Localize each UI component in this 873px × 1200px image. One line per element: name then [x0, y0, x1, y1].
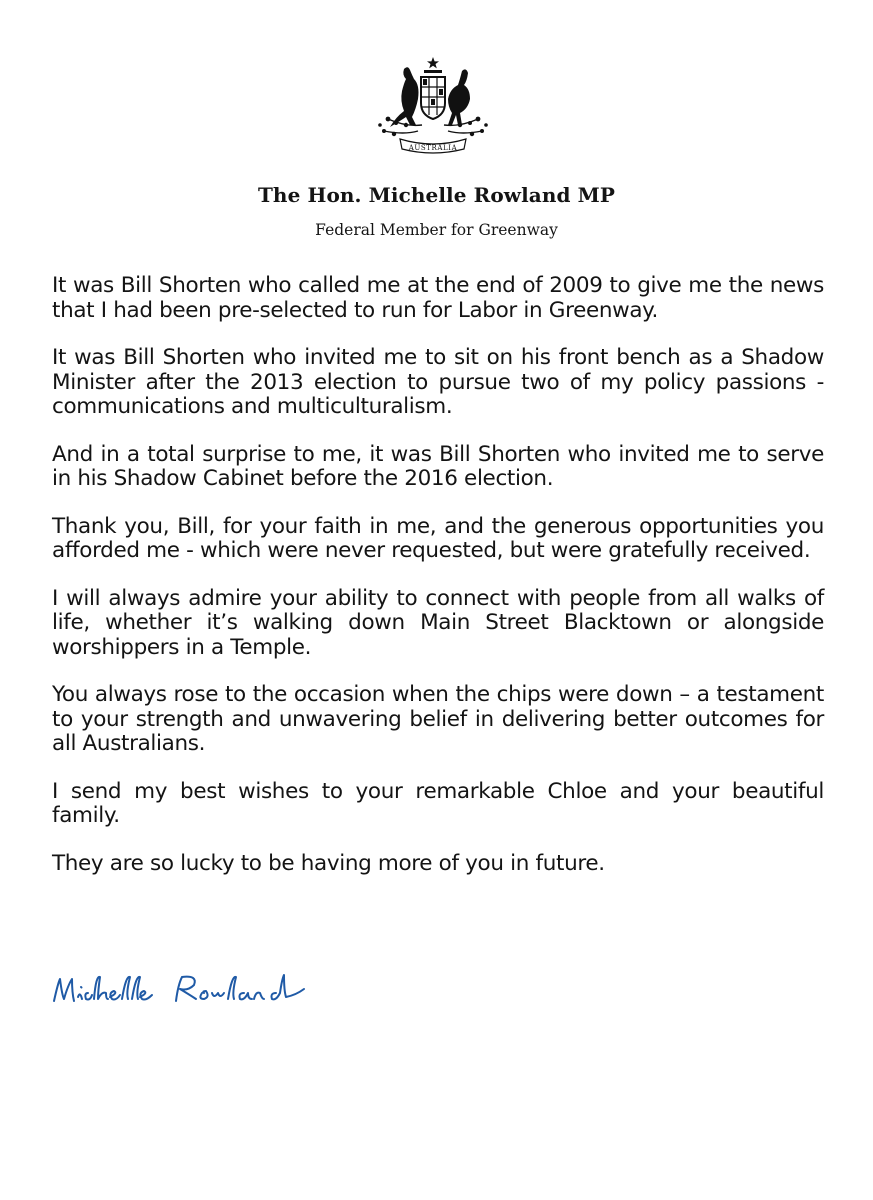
- crest-scroll-label: AUSTRALIA: [408, 144, 458, 152]
- star-icon: [427, 57, 439, 68]
- letter-paragraph: It was Bill Shorten who called me at the end of 2009 to give me the news that I had been pre-selected to run for Labor in Greenway.: [52, 273, 824, 323]
- letter-paragraph: They are so lucky to be having more of you in future.: [52, 850, 605, 876]
- letter-paragraph: You always rose to the occasion when the chips were down – a testament to your strength and unwavering belief in delivering better outcomes for all Australians.: [52, 682, 824, 756]
- letter-paragraph: It was Bill Shorten who invited me to sit on his front bench as a Shadow Minister after the 2013 election to pursue two of my policy passions - communications and multiculturalism.: [52, 345, 824, 419]
- letterhead-name: The Hon. Michelle Rowland MP: [257, 183, 616, 207]
- handwritten-signature: [48, 965, 338, 1015]
- letterhead-title: Federal Member for Greenway: [315, 221, 558, 239]
- letter-paragraph: And in a total surprise to me, it was Bill Shorten who invited me to serve in his Shadow Cabinet before the 2016 election.: [52, 441, 824, 491]
- letter-paragraph: I send my best wishes to your remarkable Chloe and your beautiful family.: [52, 778, 824, 828]
- emu-icon: [448, 69, 470, 125]
- letter-paragraph: I will always admire your ability to connect with people from all walks of life, whether it’s walking down Main Street Blacktown or alongside worshippers in a Temple.: [52, 585, 824, 660]
- letter-body: [52, 274, 824, 899]
- letter-paragraph: Thank you, Bill, for your faith in me, and the generous opportunities you afforded me - which were never requested, but were gratefully received.: [52, 513, 824, 563]
- kangaroo-icon: [390, 67, 419, 127]
- coat-of-arms-emblem: [366, 55, 498, 157]
